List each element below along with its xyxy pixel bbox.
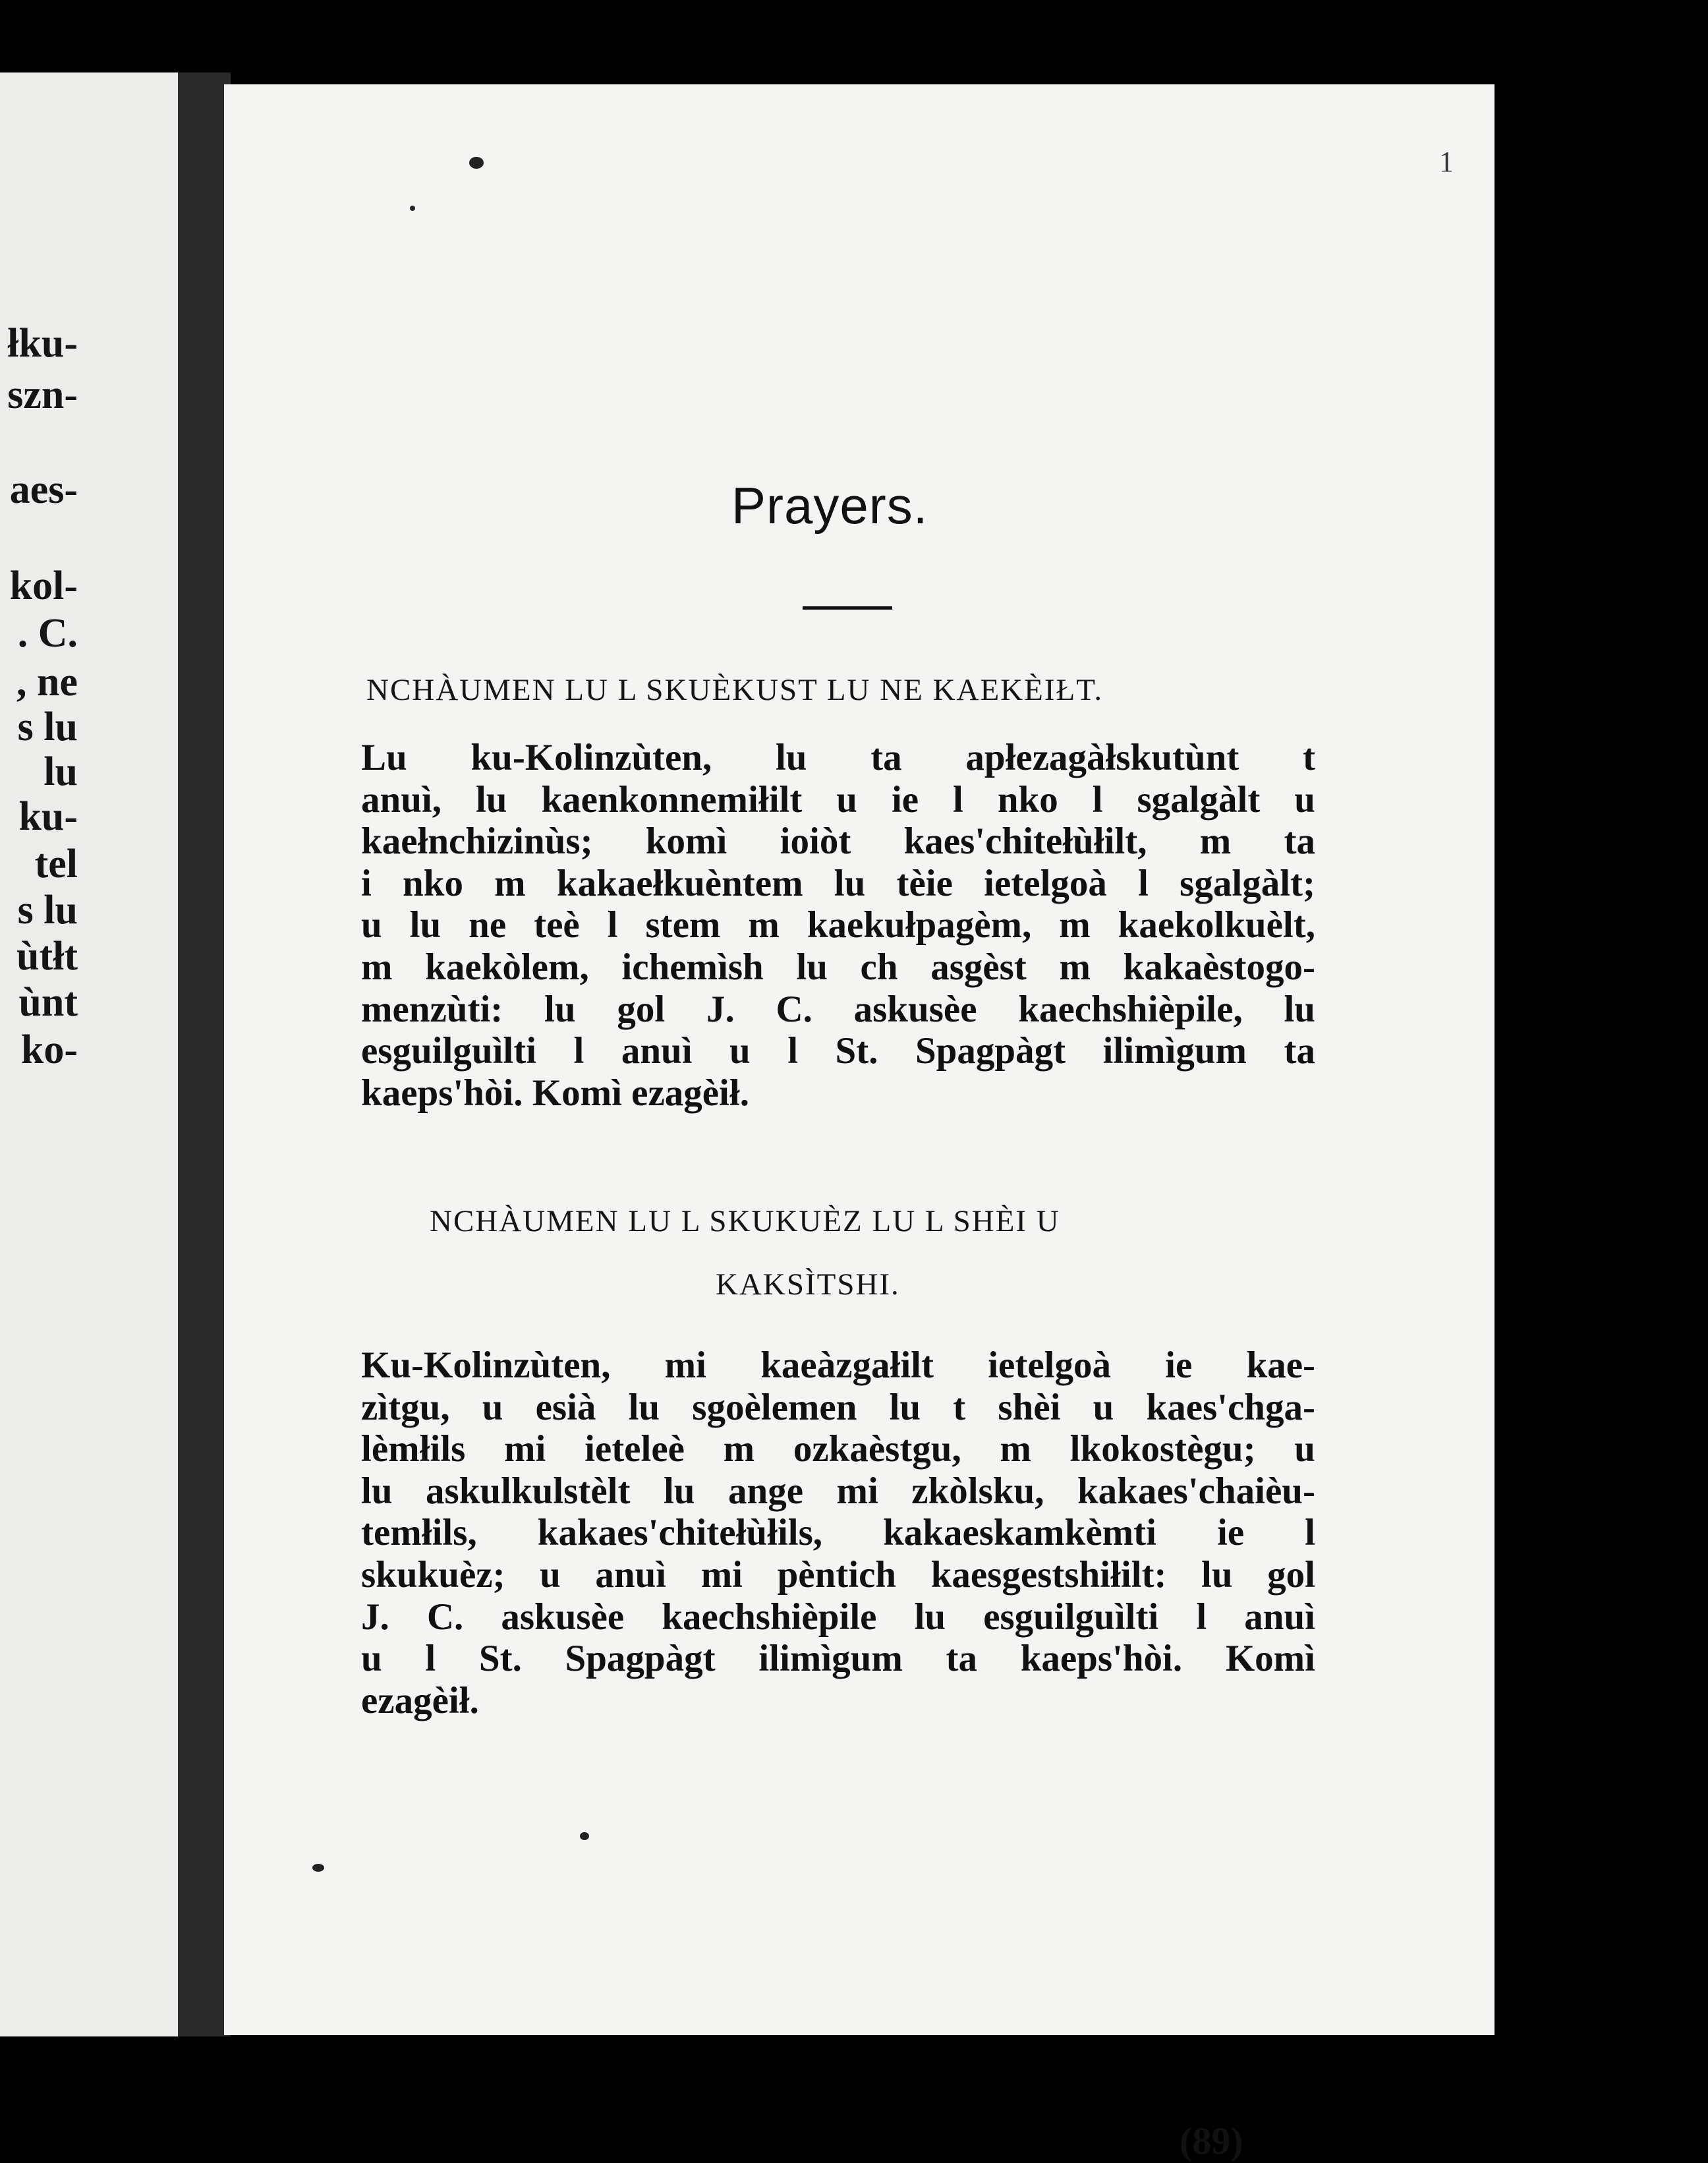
scan-speck <box>312 1864 324 1872</box>
title-rule <box>803 606 892 610</box>
paragraph-line: Ku-Kolinzùten, mi kaeàzgałilt ietelgoà ie kae- <box>361 1344 1315 1386</box>
previous-page-fragment: , ne <box>16 660 78 705</box>
paragraph-line: kaeps'hòi. Komì ezagèił. <box>361 1072 749 1114</box>
paragraph-line: u lu ne teè l stem m kaekułpagèm, m kaekolkuèlt, <box>361 904 1315 946</box>
previous-page-fragment: lu <box>43 749 78 794</box>
page-title: Prayers. <box>731 476 928 534</box>
paragraph-line: anuì, lu kaenkonnemiłilt u ie l nko l sgalgàlt u <box>361 778 1315 821</box>
page-corner-mark: 1 <box>1439 146 1454 178</box>
paragraph-line: lèmłils mi ieteleè m ozkaèstgu, m lkokostègu; u <box>361 1428 1315 1470</box>
paragraph-line: kaełnchizinùs; komì ioiòt kaes'chitełùłilt, m ta <box>361 821 1315 863</box>
paragraph-line: temłils, kakaes'chitełùłils, kakaeskamkèmti ie l <box>361 1512 1315 1554</box>
paragraph-line: lu askulkulstèlt lu ange mi zkòlsku, kakaes'chaièu- <box>361 1470 1315 1512</box>
previous-page-fragment: ùnt <box>18 980 78 1025</box>
scan-speck <box>580 1832 589 1840</box>
previous-page-fragment: ko- <box>20 1027 78 1072</box>
scan-speck <box>469 157 484 169</box>
section-1-heading: NCHÀUMEN LU L SKUÈKUST LU NE KAEKÈIŁT. <box>366 673 1104 707</box>
paragraph-line: esguilguìlti l anuì u l St. Spagpàgt ilimìgum ta <box>361 1030 1315 1072</box>
page-folio: (89) <box>1180 2120 1243 2162</box>
previous-page-fragment: s lu <box>17 888 78 933</box>
previous-page-fragment: aes- <box>9 467 78 512</box>
previous-page-fragment: szn- <box>7 372 78 417</box>
previous-page-fragment: s lu <box>17 705 78 749</box>
previous-page-fragment: ùtłt <box>16 934 78 979</box>
paragraph-line: zìtgu, u esià lu sgoèlemen lu t shèi u kaes'chga- <box>361 1386 1315 1428</box>
previous-page-fragment: łku- <box>7 321 78 366</box>
previous-page-fragment: kol- <box>9 563 78 608</box>
previous-page-fragment: ku- <box>18 794 78 839</box>
paragraph-line: i nko m kakaełkuèntem lu tèie ietelgoà l sgalgàlt; <box>361 862 1315 904</box>
section-2-heading-line-1: NCHÀUMEN LU L SKUKUÈZ LU L SHÈI U <box>430 1204 1060 1238</box>
paragraph-line: Lu ku-Kolinzùten, lu ta apłezagàłskutùnt t <box>361 737 1315 778</box>
paragraph-line: u l St. Spagpàgt ilimìgum ta kaeps'hòi. Komì <box>361 1638 1315 1680</box>
page-gutter <box>178 72 231 2036</box>
section-2-heading-line-2: KAKSÌTSHI. <box>716 1267 900 1302</box>
previous-page-fragment: tel <box>34 842 78 886</box>
scan-speck <box>410 206 415 211</box>
paragraph-line: J. C. askusèe kaechshièpile lu esguilguìlti l anuì <box>361 1596 1315 1638</box>
paragraph-line: m kaekòlem, ichemìsh lu ch asgèst m kakaèstogo- <box>361 946 1315 988</box>
paragraph-line: skukuèz; u anuì mi pèntich kaesgestshiłilt: lu gol <box>361 1553 1315 1596</box>
section-1-paragraph <box>361 737 1315 1114</box>
section-2-paragraph <box>361 1344 1315 1721</box>
paragraph-line: ezagèił. <box>361 1679 479 1721</box>
previous-page-fragment: . C. <box>17 611 78 656</box>
paragraph-line: menzùti: lu gol J. C. askusèe kaechshièpile, lu <box>361 988 1315 1030</box>
